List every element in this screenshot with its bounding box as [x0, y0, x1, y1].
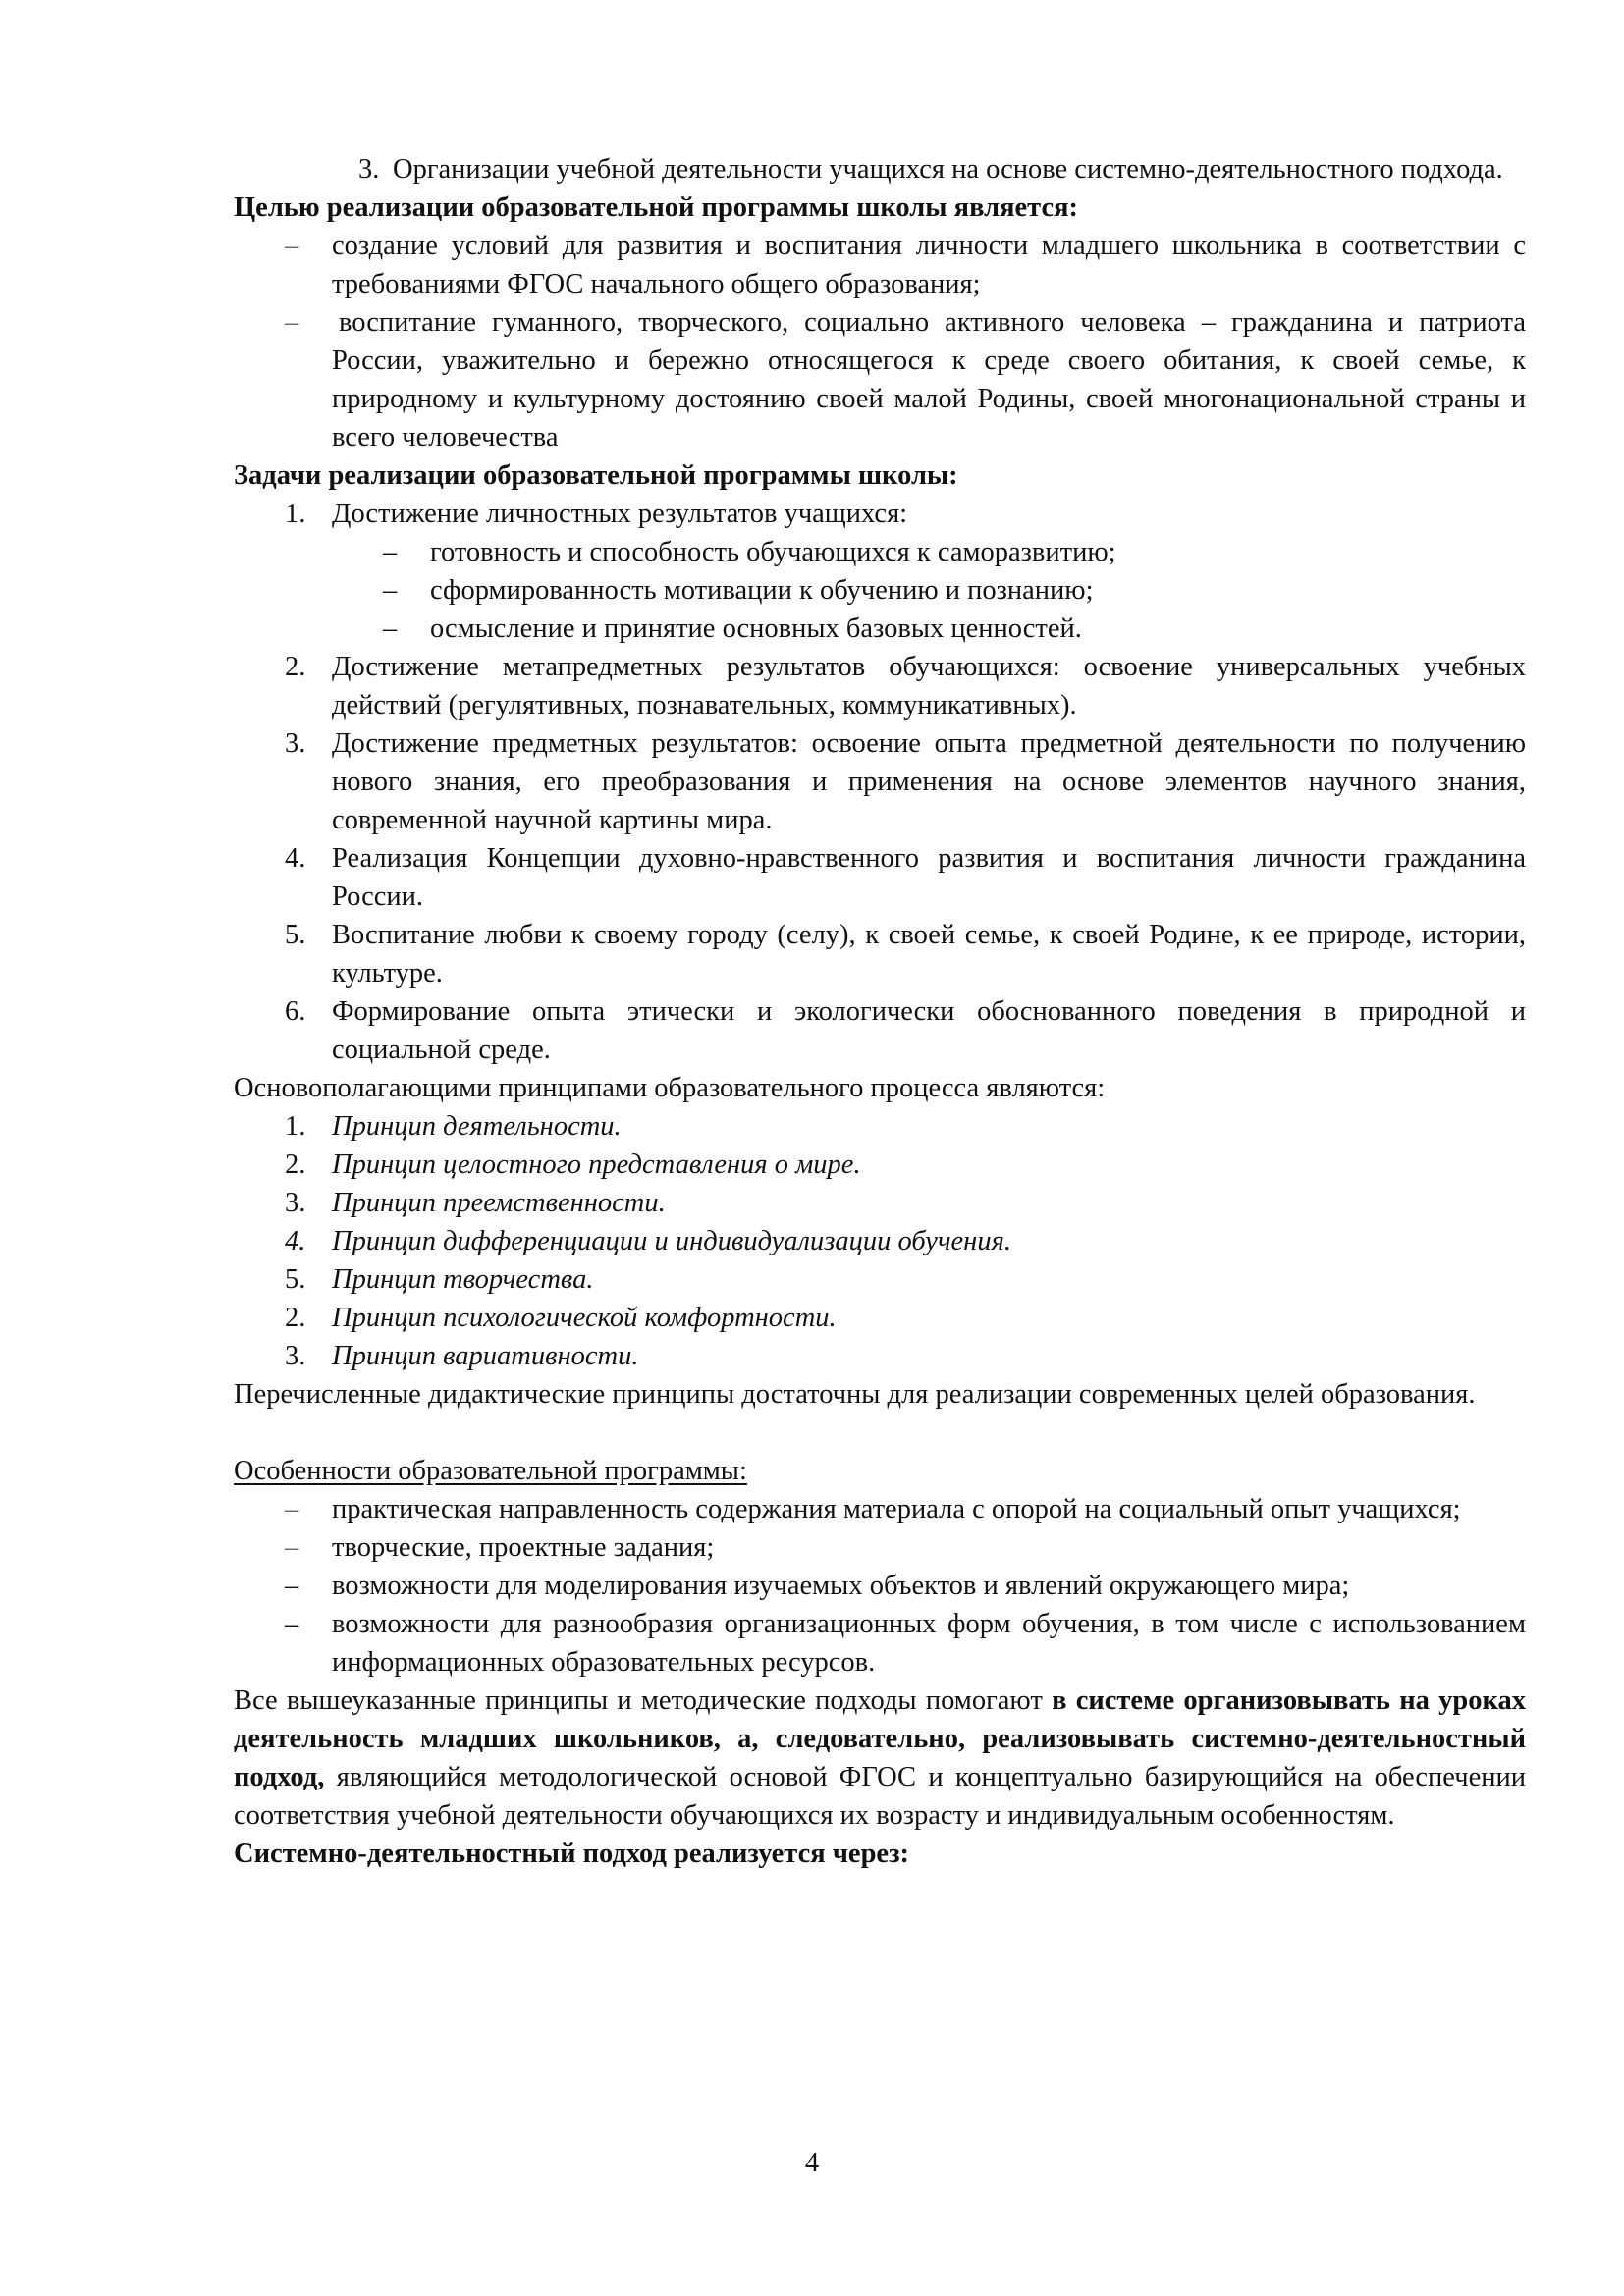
task-subitem-text: осмысление и принятие основных базовых ценностей. [430, 614, 1082, 644]
principle-item [234, 1184, 1526, 1222]
task-item [234, 992, 1526, 1069]
principle-item [234, 1107, 1526, 1146]
goal-heading: Целью реализации образовательной программы школы является: [234, 192, 1079, 223]
principle-item-text: Принцип психологической комфортности. [332, 1303, 837, 1333]
list-marker: 5. [285, 920, 306, 950]
principle-item-text: Принцип деятельности. [332, 1111, 622, 1142]
task-item-text: Достижение метапредметных результатов обучающихся: освоение универсальных учебных действий (регулятивных, познавательных, коммуникативных). [332, 652, 1526, 721]
principles-conclusion: Перечисленные дидактические принципы достаточны для реализации современных целей образования. [234, 1379, 1476, 1410]
principle-item [234, 1222, 1526, 1260]
feature-item [234, 1490, 1526, 1528]
list-marker: 4. [285, 1226, 306, 1256]
list-marker: 2. [285, 1149, 306, 1180]
principle-item [234, 1299, 1526, 1337]
goal-item [234, 227, 1526, 303]
dash-marker: – [285, 1609, 299, 1639]
list-marker: 3. [285, 1188, 306, 1218]
dash-marker: – [285, 1571, 299, 1601]
list-marker: 1. [285, 499, 306, 529]
summary-bold-text: в системе организовывать на уроках деятельность младших школьников, а, следовательно, реализовывать системно-деятельностный подход, [234, 1685, 1527, 1792]
principle-item-text: Принцип дифференциации и индивидуализации обучения. [332, 1226, 1011, 1256]
principle-item-text: Принцип целостного представления о мире. [332, 1149, 861, 1180]
task-item [234, 648, 1526, 724]
task-item [234, 839, 1526, 916]
task-item-text: Воспитание любви к своему городу (селу), к своей семье, к своей Родине, к ее природе, истории, культуре. [332, 920, 1526, 988]
principles-intro: Основополагающими принципами образовательного процесса являются: [234, 1073, 1106, 1103]
list-marker: 1. [285, 1111, 306, 1142]
task-item [234, 495, 1526, 533]
list-marker: 4. [285, 843, 306, 874]
intro-list-item [234, 150, 1526, 188]
list-marker: 2. [285, 652, 306, 682]
feature-item [234, 1567, 1526, 1605]
goal-item-text: воспитание гуманного, творческого, социально активного человека – гражданина и патриота России, уважительно и бережно относящегося к среде своего обитания, к своей семье, к природному и культурному достоянию своей малой Родины, своей многонациональной страны и всего человечества [332, 307, 1526, 453]
dash-marker: – [383, 614, 398, 644]
feature-item [234, 1605, 1526, 1682]
dash-marker: – [285, 307, 299, 338]
feature-item [234, 1528, 1526, 1567]
feature-item-text: возможности для моделирования изучаемых объектов и явлений окружающего мира; [332, 1571, 1350, 1601]
principle-item-text: Принцип вариативности. [332, 1341, 639, 1371]
task-subitem [234, 533, 1526, 571]
final-heading: Системно-деятельностный подход реализуется через: [234, 1839, 910, 1869]
task-subitem-text: готовность и способность обучающихся к саморазвитию; [430, 537, 1116, 567]
feature-item-text: практическая направленность содержания материала с опорой на социальный опыт учащихся; [332, 1494, 1461, 1524]
task-item-text: Реализация Концепции духовно-нравственного развития и воспитания личности гражданина России. [332, 843, 1526, 912]
task-item-text: Достижение личностных результатов учащихся: [332, 499, 908, 529]
summary-paragraph [234, 1682, 1526, 1835]
principle-item-text: Принцип преемственности. [332, 1188, 666, 1218]
features-heading-text: Особенности образовательной программы: [234, 1456, 747, 1486]
dash-marker: – [285, 1532, 299, 1563]
list-marker: 3. [358, 154, 380, 185]
list-item-text: Организации учебной деятельности учащихся на основе системно-деятельностного подхода. [393, 154, 1503, 185]
list-marker: 3. [285, 1341, 306, 1371]
page-number: 4 [804, 2148, 820, 2178]
goal-item [234, 303, 1526, 456]
task-item [234, 724, 1526, 839]
principle-item [234, 1260, 1526, 1299]
feature-item-text: возможности для разнообразия организационных форм обучения, в том числе с использованием информационных образовательных ресурсов. [332, 1609, 1526, 1678]
task-subitem [234, 610, 1526, 648]
dash-marker: – [285, 231, 299, 261]
feature-item-text: творческие, проектные задания; [332, 1532, 715, 1563]
summary-text-part1: Все вышеуказанные принципы и методические подходы помогают [234, 1685, 1053, 1716]
blank-line [234, 1414, 1526, 1452]
list-marker: 6. [285, 996, 306, 1027]
features-heading [234, 1452, 1526, 1490]
principle-item [234, 1146, 1526, 1184]
dash-marker: – [383, 537, 398, 567]
task-item-text: Формирование опыта этически и экологически обоснованного поведения в природной и социальной среде. [332, 996, 1526, 1065]
principle-item-text: Принцип творчества. [332, 1264, 594, 1295]
dash-marker: – [383, 575, 398, 606]
list-marker: 3. [285, 728, 306, 759]
tasks-heading: Задачи реализации образовательной программы школы: [234, 460, 958, 491]
task-item [234, 916, 1526, 992]
page-content [234, 150, 1526, 1873]
task-subitem [234, 571, 1526, 610]
dash-marker: – [285, 1494, 299, 1524]
list-marker: 2. [285, 1303, 306, 1333]
list-marker: 5. [285, 1264, 306, 1295]
summary-text-part2: являющийся методологической основой ФГОС и концептуально базирующийся на обеспечении соответствия учебной деятельности обучающихся их возрасту и индивидуальным особенностям. [234, 1762, 1526, 1831]
goal-item-text: создание условий для развития и воспитания личности младшего школьника в соответствии с требованиями ФГОС начального общего образования; [332, 231, 1526, 299]
task-subitem-text: сформированность мотивации к обучению и познанию; [430, 575, 1094, 606]
task-item-text: Достижение предметных результатов: освоение опыта предметной деятельности по получению нового знания, его преобразования и применения на основе элементов научного знания, современной научной картины мира. [332, 728, 1526, 835]
principle-item [234, 1337, 1526, 1375]
